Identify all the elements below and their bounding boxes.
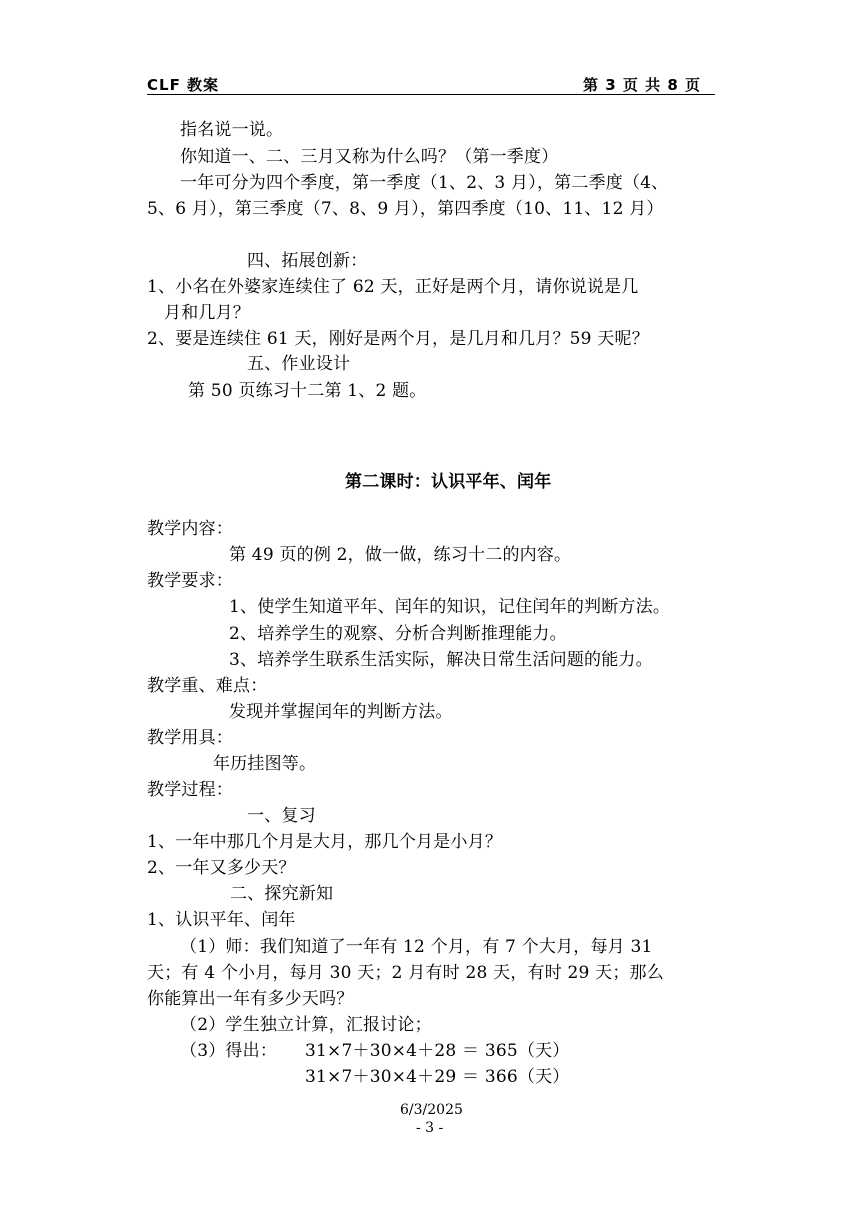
text-line: 2、培养学生的观察、分析合判断推理能力。 bbox=[229, 624, 567, 644]
text-line: 1、一年中那几个月是大月，那几个月是小月？ bbox=[147, 832, 503, 852]
text-line: 教学内容： bbox=[147, 519, 233, 539]
text-line: 发现并掌握闰年的判断方法。 bbox=[229, 702, 453, 722]
text-line: 2、一年又多少天？ bbox=[147, 858, 296, 878]
header-page-info: 第 3 页 共 8 页 bbox=[583, 76, 701, 94]
header-rule bbox=[147, 94, 715, 95]
text-line: 第 49 页的例 2，做一做，练习十二的内容。 bbox=[229, 545, 572, 565]
header-title: CLF 教案 bbox=[147, 76, 220, 94]
lesson-title: 第二课时：认识平年、闰年 bbox=[345, 472, 552, 492]
footer-page-number: - 3 - bbox=[416, 1120, 444, 1136]
text-line: 2、要是连续住 61 天，刚好是两个月，是几月和几月？59 天呢？ bbox=[147, 329, 649, 349]
text-line: 3、培养学生联系生活实际，解决日常生活问题的能力。 bbox=[229, 650, 653, 670]
text-line: 1、认识平年、闰年 bbox=[147, 910, 296, 930]
section-heading: 二、探究新知 bbox=[230, 884, 334, 904]
text-line: 1、使学生知道平年、闰年的知识，记住闰年的判断方法。 bbox=[229, 597, 671, 617]
formula-line: 31×7＋30×4＋29 ＝ 366（天） bbox=[305, 1067, 570, 1087]
text-line: 1、小名在外婆家连续住了 62 天，正好是两个月，请你说说是几 bbox=[147, 277, 639, 297]
text-line: 月和几月？ bbox=[164, 303, 250, 323]
text-line: 5、6 月），第三季度（7、8、9 月），第四季度（10、11、12 月） bbox=[147, 199, 664, 219]
text-line: 年历挂图等。 bbox=[213, 754, 317, 774]
text-line: 你知道一、二、三月又称为什么吗？（第一季度） bbox=[180, 147, 559, 167]
footer-date: 6/3/2025 bbox=[400, 1102, 463, 1118]
text-line: 教学过程： bbox=[147, 780, 233, 800]
text-line: 一年可分为四个季度，第一季度（1、2、3 月），第二季度（4、 bbox=[180, 173, 669, 193]
text-line: 天；有 4 个小月，每月 30 天；2 月有时 28 天，有时 29 天；那么 bbox=[147, 963, 664, 983]
text-line: 你能算出一年有多少天吗？ bbox=[147, 989, 354, 1009]
text-line: （2）学生独立计算，汇报讨论； bbox=[180, 1015, 432, 1035]
section-heading: 五、作业设计 bbox=[247, 354, 351, 374]
formula-line: 31×7＋30×4＋28 ＝ 365（天） bbox=[305, 1041, 570, 1061]
text-line: 教学用具： bbox=[147, 728, 233, 748]
text-line: 教学重、难点： bbox=[147, 676, 268, 696]
text-line: （3）得出： bbox=[180, 1041, 278, 1061]
section-heading: 四、拓展创新： bbox=[247, 251, 368, 271]
text-line: 教学要求： bbox=[147, 571, 233, 591]
text-line: 指名说一说。 bbox=[180, 120, 284, 140]
text-line: 第 50 页练习十二第 1、2 题。 bbox=[188, 381, 427, 401]
text-line: （1）师：我们知道了一年有 12 个月，有 7 个大月，每月 31 bbox=[180, 937, 653, 957]
section-heading: 一、复习 bbox=[247, 806, 316, 826]
